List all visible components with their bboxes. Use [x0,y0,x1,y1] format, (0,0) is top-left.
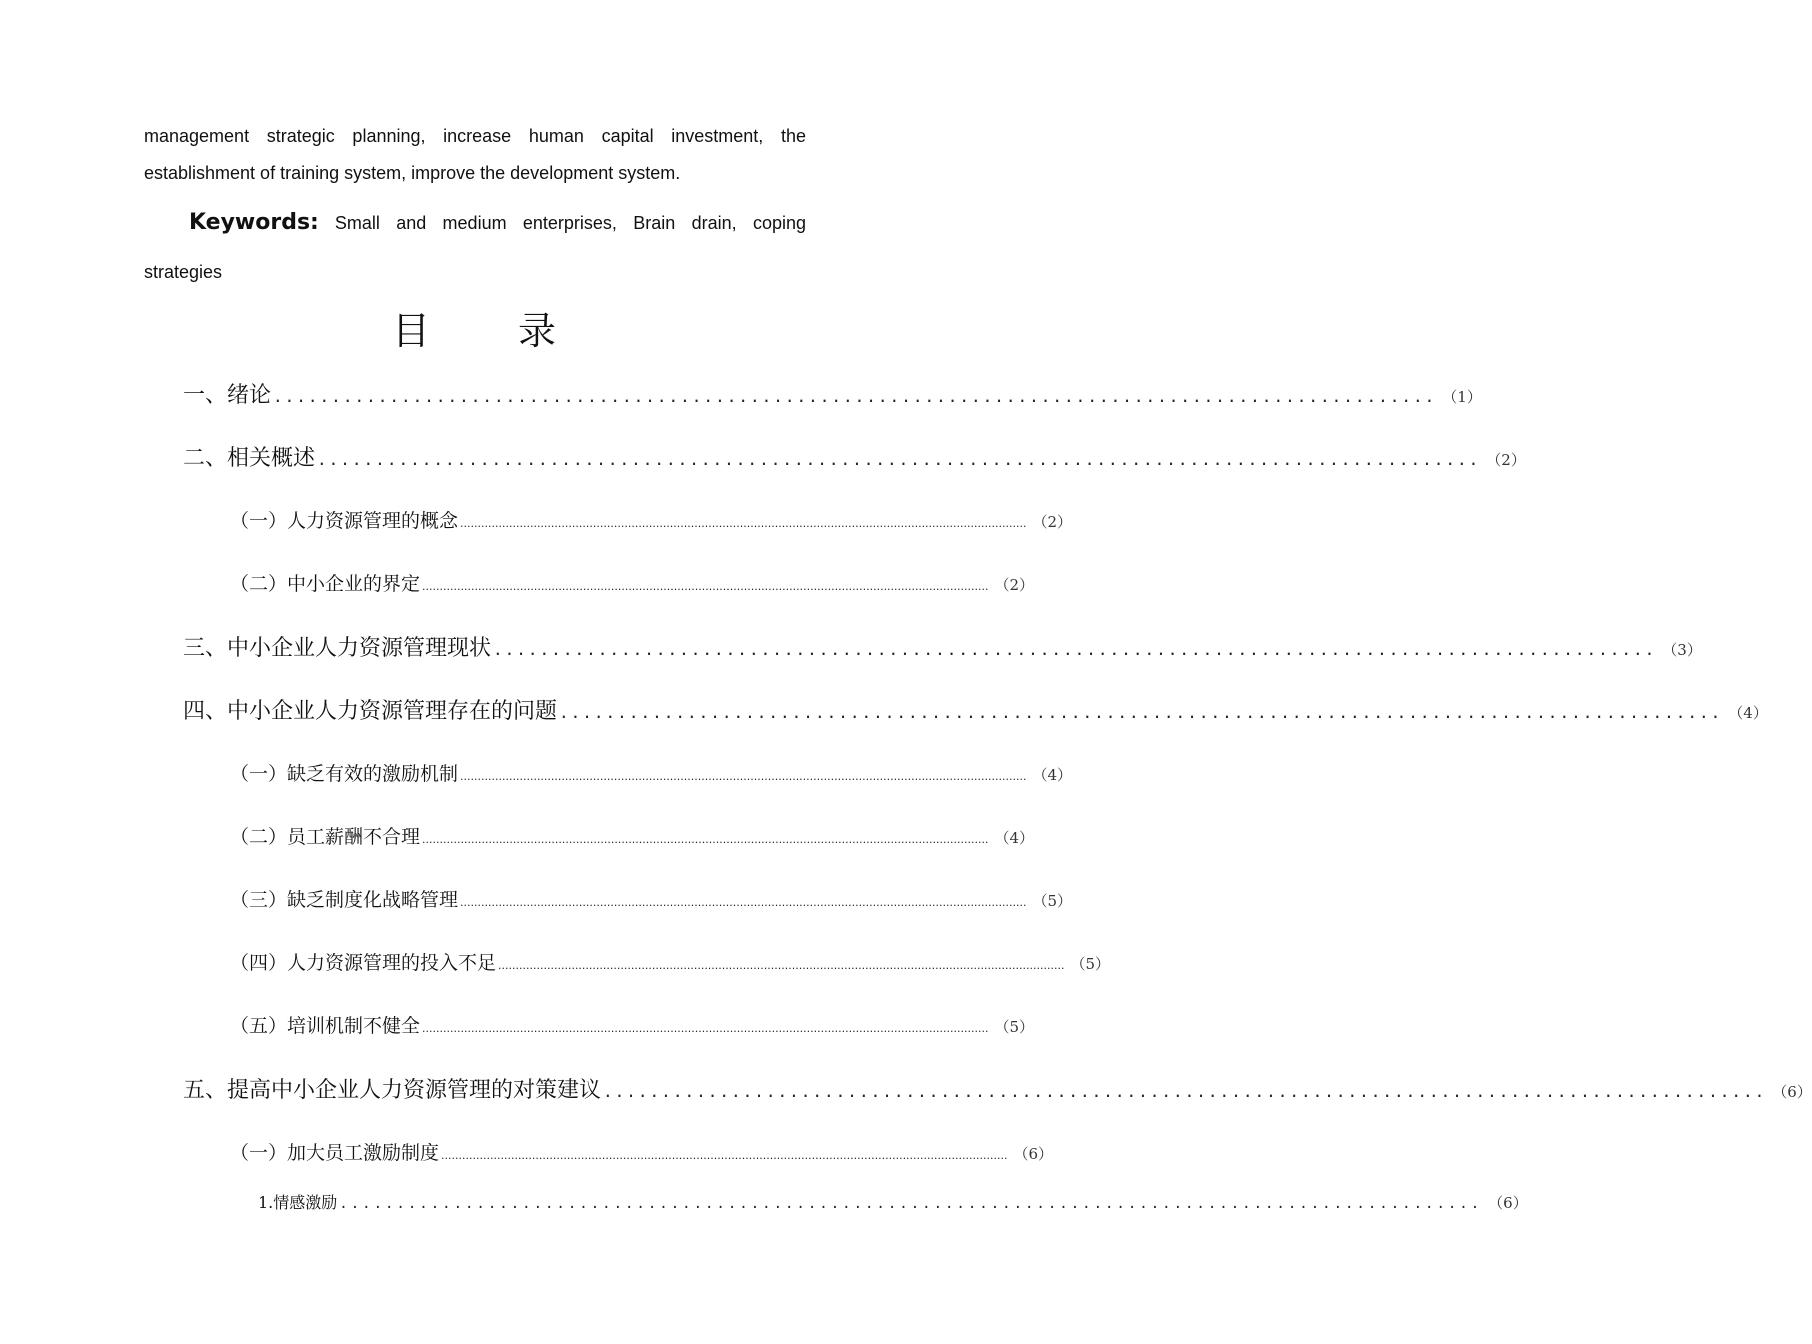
toc-leader: .................................................................................................... [559,703,1723,722]
toc-leader: .................................................................................................................................................................. [460,770,1027,783]
toc-entry[interactable] [183,694,1768,730]
toc-entry-text: 二、相关概述 [183,446,316,471]
toc-entry[interactable] [230,1138,1054,1168]
toc-entry-page: （5） [994,1018,1035,1036]
toc-entry-page: （1） [1442,388,1482,406]
toc-entry-page: （5） [1032,892,1073,910]
toc-leader: .................................................................................................... [493,640,1657,659]
toc-entry-text: （三）缺乏制度化战略管理 [230,889,459,911]
toc-leader: .................................................................................................................................................................. [460,896,1027,909]
toc-entry-text: （二）中小企业的界定 [230,573,421,595]
toc-entry[interactable] [183,1073,1812,1109]
toc-entry-text: （四）人力资源管理的投入不足 [230,952,497,974]
toc-entry-text: （五）培训机制不健全 [230,1015,421,1037]
toc-leader: .................................................................................................................................................................. [460,517,1027,530]
toc-entry-page: （2） [1032,513,1073,531]
toc-entry-text: （一）加大员工激励制度 [230,1142,440,1164]
keywords-text-continued: strategies [144,262,223,282]
toc-entry[interactable] [230,822,1035,852]
toc-entry-page: （6） [1013,1145,1054,1163]
toc-entry[interactable] [230,1011,1035,1041]
abstract-line: management strategic planning, increase human capital investment, the [144,126,806,146]
abstract-line: establishment of training system, improve the development system. [144,163,681,183]
toc-entry[interactable] [230,759,1073,789]
toc-entry-page: （6） [1488,1194,1528,1212]
toc-leader: .................................................................................................... [273,387,1437,406]
toc-entry[interactable] [230,948,1111,978]
toc-entry[interactable] [183,378,1482,414]
toc-entry-text: （一）缺乏有效的激励机制 [230,763,459,785]
toc-entry[interactable] [230,569,1035,599]
toc-entry-text: 三、中小企业人力资源管理现状 [183,636,492,661]
toc-entry-page: （3） [1662,641,1702,659]
toc-leader: .................................................................................................................................................................. [441,1149,1008,1162]
toc-title [0,300,950,355]
toc-entry-text: （二）员工薪酬不合理 [230,826,421,848]
toc-entry-text: 五、提高中小企业人力资源管理的对策建议 [183,1078,602,1103]
toc-title-char: 目 [391,309,432,353]
keywords-text: Small and medium enterprises, Brain drain, coping [334,213,806,233]
toc-entry-page: （4） [1728,704,1768,722]
toc-title-char: 录 [518,309,559,353]
toc-entry[interactable] [183,441,1526,477]
toc-leader: .................................................................................................................................................................. [422,580,989,593]
toc-entry-page: （2） [1486,451,1526,469]
toc-leader: .................................................................................................................................................................. [422,833,989,846]
keywords-label: Keywords: [189,210,319,235]
toc-entry-page: （6） [1772,1083,1812,1101]
toc-entry-page: （5） [1070,955,1111,973]
toc-leader: .................................................................................................... [603,1082,1767,1101]
toc-entry-page: （4） [994,829,1035,847]
toc-entry-page: （4） [1032,766,1073,784]
toc-entry-text: 1.情感激励 [258,1193,338,1212]
toc-entry[interactable] [258,1190,1528,1216]
toc-leader: .................................................................................................... [317,450,1481,469]
toc-entry-text: （一）人力资源管理的概念 [230,510,459,532]
toc-leader: .................................................................................................... [339,1196,1483,1212]
toc-entry[interactable] [230,506,1073,536]
toc-entry-text: 四、中小企业人力资源管理存在的问题 [183,699,558,724]
toc-entry[interactable] [183,631,1702,667]
toc-leader: .................................................................................................................................................................. [498,959,1065,972]
toc-entry-text: 一、绪论 [183,383,272,408]
toc-entry-page: （2） [994,576,1035,594]
keywords-line [144,210,806,235]
toc-leader: .................................................................................................................................................................. [422,1022,989,1035]
toc-entry[interactable] [230,885,1073,915]
